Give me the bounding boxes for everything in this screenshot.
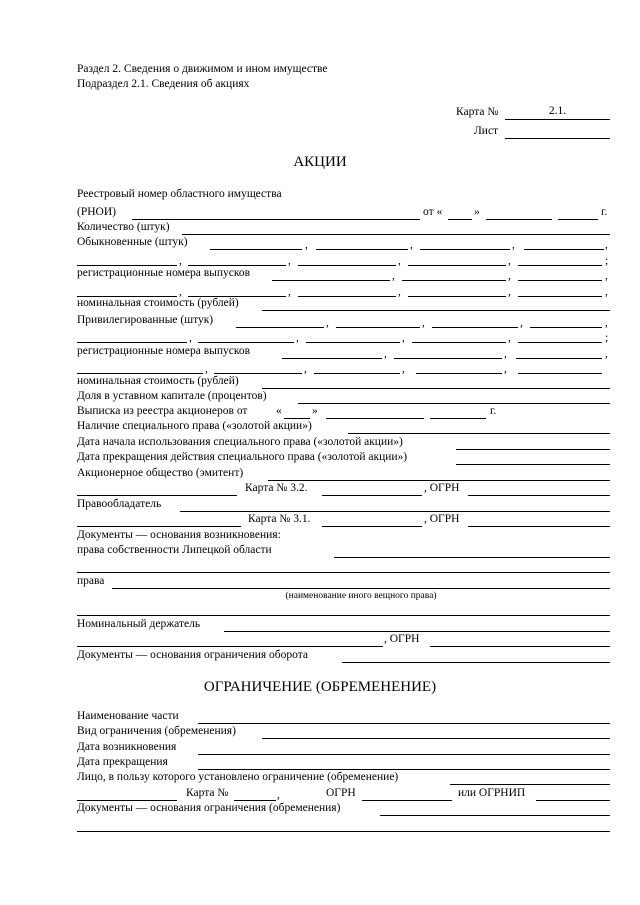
card-32-label: Карта № 3.2. bbox=[245, 482, 308, 494]
preferred-field-6[interactable] bbox=[198, 342, 294, 343]
date-year-field[interactable] bbox=[558, 219, 598, 220]
ownership-field-2[interactable] bbox=[77, 572, 610, 573]
beneficiary-field-2[interactable] bbox=[77, 800, 177, 801]
ordinary-field-3[interactable] bbox=[420, 249, 510, 250]
ordinary-field-5[interactable] bbox=[77, 265, 177, 266]
nominal-label: номинальная стоимость (рублей) bbox=[77, 297, 239, 309]
ordinary-field-9[interactable] bbox=[518, 265, 602, 266]
ordinary-field-4[interactable] bbox=[524, 249, 604, 250]
ordinary-field-2[interactable] bbox=[316, 249, 408, 250]
extract-year-suffix: г. bbox=[490, 405, 497, 417]
card-31-label: Карта № 3.1. bbox=[248, 513, 311, 525]
restriction-docs-field[interactable] bbox=[380, 815, 610, 816]
part-name-label: Наименование части bbox=[77, 710, 179, 722]
preferred-field-9[interactable] bbox=[518, 342, 602, 343]
section-heading: Раздел 2. Сведения о движимом и ином имуществе bbox=[77, 63, 328, 75]
reg-number-field-7[interactable] bbox=[408, 296, 506, 297]
ordinary-field-1[interactable] bbox=[210, 249, 302, 250]
card-32-field[interactable] bbox=[322, 495, 422, 496]
kind-field[interactable] bbox=[262, 738, 610, 739]
start-label: Дата возникновения bbox=[77, 741, 177, 753]
issuer-ogrn-field[interactable] bbox=[468, 495, 610, 496]
rights-label: права bbox=[77, 575, 105, 587]
holder-ogrn-label: , ОГРН bbox=[424, 513, 460, 525]
extract-quote-open: « bbox=[276, 405, 282, 417]
restriction-card-field[interactable] bbox=[234, 800, 276, 801]
nominal-field-2[interactable] bbox=[262, 388, 610, 389]
preferred-field-3[interactable] bbox=[432, 327, 518, 328]
nominal-field[interactable] bbox=[262, 310, 610, 311]
rnoi-label-1: Реестровый номер областного имущества bbox=[77, 188, 282, 200]
preferred-field-5[interactable] bbox=[77, 342, 187, 343]
reg-numbers-label-2: регистрационные номера выпусков bbox=[77, 345, 251, 357]
year-suffix: г. bbox=[601, 206, 608, 218]
golden-end-field[interactable] bbox=[456, 464, 610, 465]
sheet-label: Лист bbox=[474, 125, 499, 137]
issuer-field-2[interactable] bbox=[77, 495, 237, 496]
restriction-ogrnip-field[interactable] bbox=[536, 800, 610, 801]
card-number-line[interactable] bbox=[505, 119, 610, 120]
golden-end-label: Дата прекращения действия специального права («золотой акции») bbox=[77, 451, 408, 463]
nominal-label-2: номинальная стоимость (рублей) bbox=[77, 375, 239, 387]
reg-numbers-label: регистрационные номера выпусков bbox=[77, 267, 251, 279]
preferred-field-1[interactable] bbox=[236, 327, 324, 328]
restriction-docs-label: Документы — основания ограничения (обременения) bbox=[77, 802, 341, 814]
quantity-label: Количество (штук) bbox=[77, 221, 170, 233]
reg-number-field-3[interactable] bbox=[518, 280, 602, 281]
ownership-label: права собственности Липецкой области bbox=[77, 544, 272, 556]
preferred-field-7[interactable] bbox=[306, 342, 400, 343]
page-title: АКЦИИ bbox=[293, 154, 347, 170]
pref-reg-field-4[interactable] bbox=[77, 373, 203, 374]
nominee-label: Номинальный держатель bbox=[77, 618, 201, 630]
pref-reg-field-2[interactable] bbox=[394, 358, 502, 359]
extract-year-field[interactable] bbox=[430, 418, 486, 419]
reg-number-field-6[interactable] bbox=[298, 296, 396, 297]
reg-number-field-8[interactable] bbox=[518, 296, 602, 297]
holder-ogrn-field[interactable] bbox=[468, 526, 610, 527]
card-number: 2.1. bbox=[548, 105, 567, 117]
pref-reg-field-1[interactable] bbox=[282, 358, 382, 359]
preferred-field-8[interactable] bbox=[412, 342, 506, 343]
preferred-field-4[interactable] bbox=[530, 327, 602, 328]
restriction-docs-field-2[interactable] bbox=[77, 831, 610, 832]
ordinary-field-7[interactable] bbox=[298, 265, 396, 266]
docs-restriction-label: Документы — основания ограничения оборота bbox=[77, 649, 309, 661]
restriction-ogrnip-label: или ОГРНИП bbox=[458, 787, 526, 799]
nominee-ogrn-label: , ОГРН bbox=[384, 633, 420, 645]
golden-start-field[interactable] bbox=[456, 449, 610, 450]
nominee-field[interactable] bbox=[224, 631, 610, 632]
issuer-ogrn-label: , ОГРН bbox=[424, 482, 460, 494]
extract-day-field[interactable] bbox=[284, 418, 310, 419]
end-label: Дата прекращения bbox=[77, 756, 168, 768]
quantity-field[interactable] bbox=[182, 234, 610, 235]
date-from-label: от « bbox=[423, 206, 443, 218]
rights-field[interactable] bbox=[112, 588, 610, 589]
ownership-field[interactable] bbox=[334, 557, 610, 558]
holder-field-2[interactable] bbox=[77, 526, 241, 527]
ordinary-label: Обыкновенные (штук) bbox=[77, 236, 188, 248]
rights-field-2[interactable] bbox=[77, 615, 610, 616]
pref-reg-field-7[interactable] bbox=[416, 373, 502, 374]
extract-quote-close: » bbox=[312, 405, 318, 417]
golden-start-label: Дата начала использования специального права («золотой акции») bbox=[77, 436, 403, 448]
subsection-heading: Подраздел 2.1. Сведения об акциях bbox=[77, 78, 250, 90]
pref-reg-field-8[interactable] bbox=[518, 373, 602, 374]
restriction-title: ОГРАНИЧЕНИЕ (ОБРЕМЕНЕНИЕ) bbox=[203, 679, 437, 695]
reg-number-field-2[interactable] bbox=[402, 280, 506, 281]
end-field[interactable] bbox=[198, 769, 610, 770]
restriction-ogrn-field[interactable] bbox=[362, 800, 452, 801]
pref-reg-field-6[interactable] bbox=[314, 373, 400, 374]
card-label: Карта № bbox=[456, 106, 499, 118]
pref-reg-field-5[interactable] bbox=[214, 373, 302, 374]
start-field[interactable] bbox=[198, 754, 610, 755]
issuer-field[interactable] bbox=[268, 480, 610, 481]
docs-basis-label: Документы — основания возникновения: bbox=[77, 529, 281, 541]
beneficiary-label: Лицо, в пользу которого установлено ограничение (обременение) bbox=[77, 771, 399, 783]
date-day-field[interactable] bbox=[448, 219, 472, 220]
nominee-field-2[interactable] bbox=[77, 646, 383, 647]
kind-label: Вид ограничения (обременения) bbox=[77, 725, 236, 737]
docs-restriction-field[interactable] bbox=[342, 662, 610, 663]
ordinary-field-6[interactable] bbox=[188, 265, 286, 266]
restriction-card-label: Карта № bbox=[186, 787, 229, 799]
beneficiary-field[interactable] bbox=[450, 784, 610, 785]
card-31-field[interactable] bbox=[322, 526, 422, 527]
date-close-quote: » bbox=[474, 206, 480, 218]
holder-field[interactable] bbox=[180, 511, 610, 512]
share-capital-field[interactable] bbox=[298, 403, 610, 404]
part-name-field[interactable] bbox=[198, 723, 610, 724]
extract-month-field[interactable] bbox=[326, 418, 424, 419]
extract-label: Выписка из реестра акционеров от bbox=[77, 405, 248, 417]
ordinary-field-8[interactable] bbox=[408, 265, 506, 266]
share-capital-label: Доля в уставном капитале (процентов) bbox=[77, 390, 267, 402]
reg-number-field-1[interactable] bbox=[272, 280, 390, 281]
date-month-field[interactable] bbox=[486, 219, 552, 220]
nominee-ogrn-field[interactable] bbox=[430, 646, 610, 647]
rights-note: (наименование иного вещного права) bbox=[285, 591, 437, 601]
issuer-label: Акционерное общество (эмитент) bbox=[77, 467, 244, 479]
rnoi-field[interactable] bbox=[132, 219, 420, 220]
golden-share-label: Наличие специального права («золотой акции») bbox=[77, 420, 312, 432]
restriction-ogrn-label: ОГРН bbox=[326, 787, 356, 799]
pref-reg-field-3[interactable] bbox=[516, 358, 602, 359]
holder-label: Правообладатель bbox=[77, 498, 162, 510]
preferred-field-2[interactable] bbox=[336, 327, 420, 328]
preferred-label: Привилегированные (штук) bbox=[77, 314, 214, 326]
sheet-line[interactable] bbox=[505, 138, 610, 139]
golden-share-field[interactable] bbox=[348, 433, 610, 434]
rnoi-label-2: (РНОИ) bbox=[77, 206, 116, 218]
